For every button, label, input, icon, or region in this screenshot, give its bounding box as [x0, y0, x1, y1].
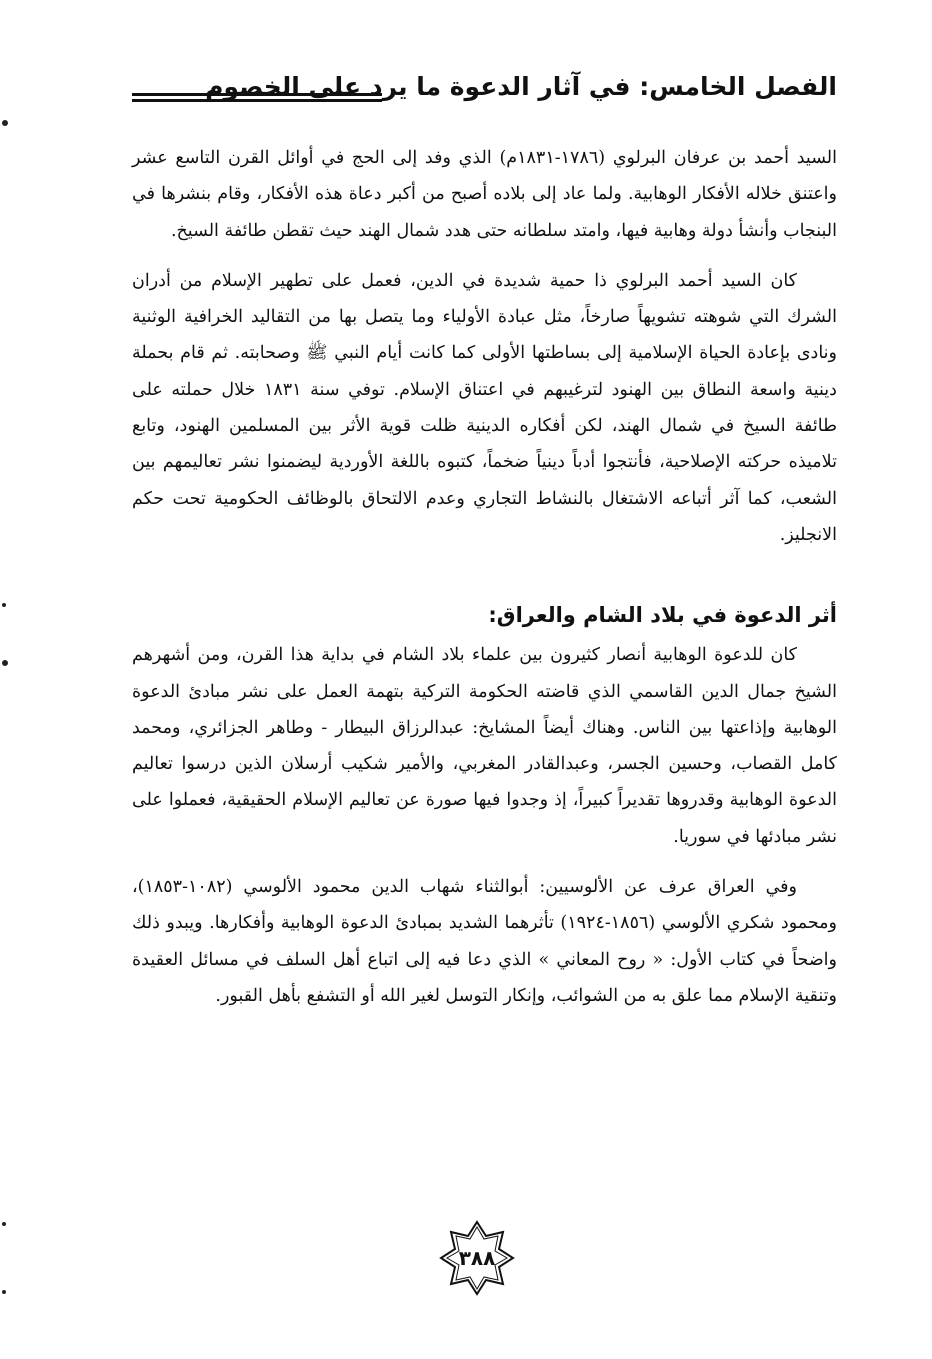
section-gap	[132, 553, 837, 593]
margin-speck	[2, 1290, 6, 1294]
margin-speck	[2, 1222, 6, 1226]
paragraph-4: وفي العراق عرف عن الألوسيين: أبوالثناء شهاب الدين محمود الألوسي (١٠٨٢-١٨٥٣)، ومحمود شكري الألوسي (١٨٥٦-١٩٢٤) تأثرهما الشديد بمبادئ الدعوة الوهابية وأفكارها. ويبدو ذلك واضحاً في كتاب الأول: « روح المعاني » الذي دعا فيه إلى اتباع أهل السلف في مسائل العقيدة وتنقية الإسلام مما علق به من الشوائب، وإنكار التوسل لغير الله أو التشفع بأهل القبور.	[132, 877, 837, 1006]
paragraph-2: كان السيد أحمد البرلوي ذا حمية شديدة في الدين، فعمل على تطهير الإسلام من أدران الشرك التي شوهته تشويهاً صارخاً، مثل عبادة الأولياء وما يتصل بها من التقاليد الخرافية الوثنية ونادى بإعادة الحياة الإسلامية إلى بساطتها الأولى كما كانت أيام النبي ﷺ وصحابته. ثم قام بحملة دينية واسعة النطاق بين الهنود لترغيبهم في اعتناق الإسلام. توفي سنة ١٨٣١ خلال حملته على طائفة السيخ في شمال الهند، لكن أفكاره الدينية ظلت قوية الأثر بين المسلمين الهنود، وتابع تلاميذه حركته الإصلاحية، فأنتجوا أدباً دينياً ضخماً، كتبوه باللغة الأوردية ليضمنوا نشر تعاليمهم بين الشعب، كما آثر أتباعه الاشتغال بالنشاط التجاري وعدم الالتحاق بالوظائف الحكومية تحت حكم الانجليز.	[132, 270, 837, 545]
margin-speck	[2, 120, 8, 126]
margin-speck	[2, 660, 8, 666]
page-number-ornament	[437, 1218, 517, 1298]
header-rule	[132, 93, 382, 102]
margin-speck	[2, 603, 6, 607]
paragraph-gap	[132, 855, 837, 869]
paragraph-1: السيد أحمد بن عرفان البرلوي (١٧٨٦-١٨٣١م) الذي وفد إلى الحج في أوائل القرن التاسع عشر واعتنق خلاله الأفكار الوهابية. ولما عاد إلى بلاده أصبح من أكبر دعاة هذه الأفكار، وقام بنشرها في البنجاب وأنشأ دولة وهابية فيها، وامتد سلطانه حتى هدد شمال الهند حيث تقطن طائفة السيخ.	[132, 148, 838, 241]
chapter-title: الفصل الخامس: في آثار الدعوة ما يرد على الخصوم	[205, 72, 837, 101]
paragraph-gap	[132, 249, 837, 263]
section-heading: أثر الدعوة في بلاد الشام والعراق:	[488, 603, 837, 628]
paragraph-3: كان للدعوة الوهابية أنصار كثيرون بين علماء بلاد الشام في بداية هذا القرن، ومن أشهرهم الشيخ جمال الدين القاسمي الذي قاضته الحكومة التركية بتهمة العمل على نشر مبادئ الدعوة الوهابية وإذاعتها بين الناس. وهناك أيضاً المشايخ: عبدالرزاق البيطار - وطاهر الجزائري، ومحمد كامل القصاب، وحسين الجسر، وعبدالقادر المغربي، والأمير شكيب أرسلان الذين درسوا تعاليم الدعوة الوهابية وقدروها تقديراً كبيراً، إذ وجدوا فيها صورة عن تعاليم الإسلام الحقيقية، فعملوا على نشر مبادئها في سوريا.	[132, 645, 837, 847]
page-header	[132, 68, 837, 112]
page-number: ٣٨٨	[458, 1246, 496, 1270]
body-text	[132, 140, 837, 1014]
